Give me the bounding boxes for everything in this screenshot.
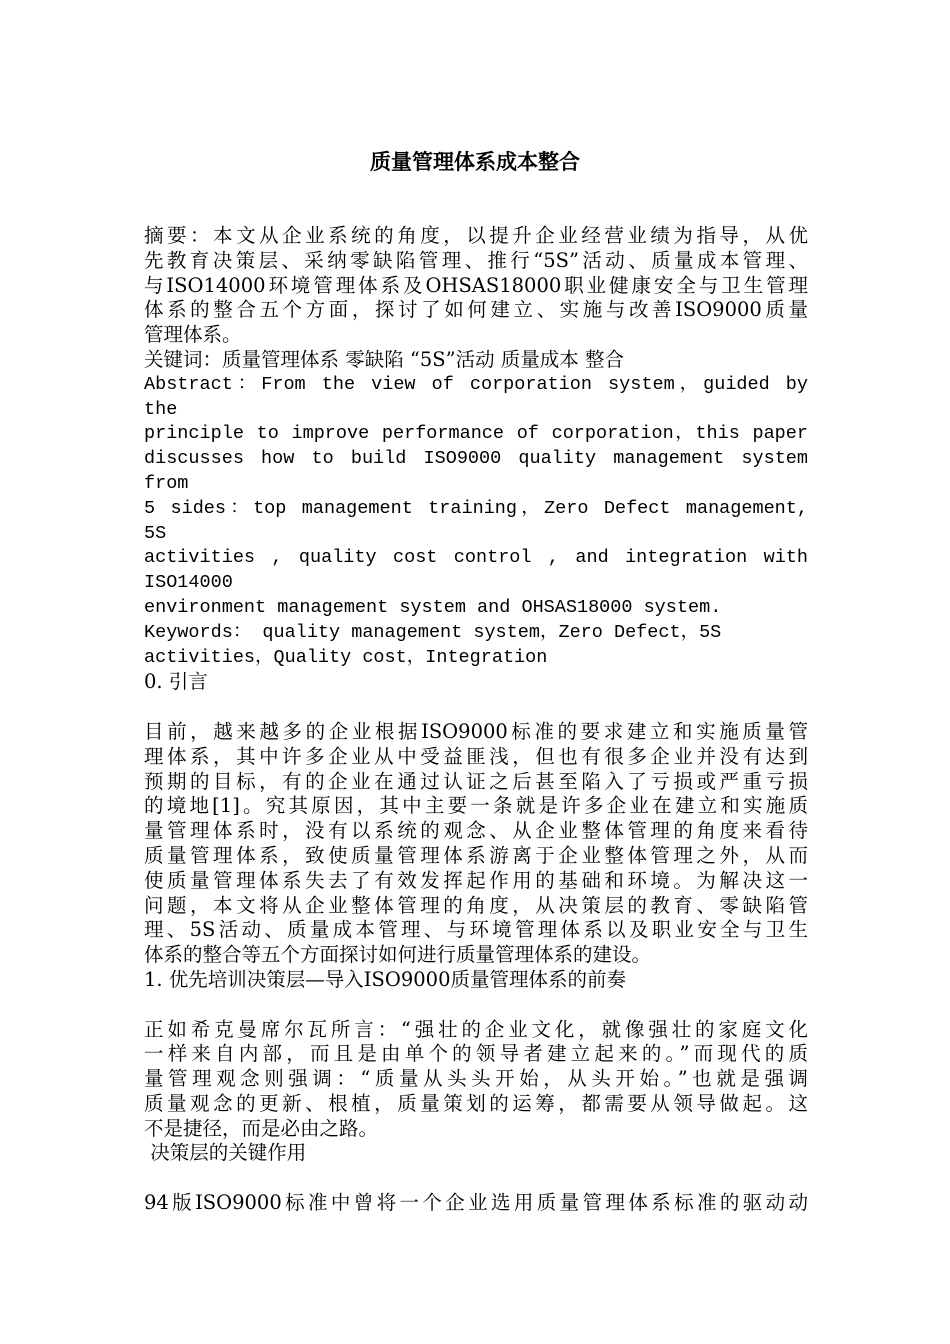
- body-line: 94版ISO9000标准中曾将一个企业选用质量管理体系标准的驱动动: [144, 1191, 808, 1215]
- abstract-en-line: ISO14000: [144, 572, 233, 594]
- section-1-heading: 1. 优先培训决策层—导入ISO9000质量管理体系的前奏: [144, 967, 626, 991]
- section-0-heading: 0. 引言: [144, 670, 208, 694]
- section-1-line: 量管理观念则强调：“质量从头头开始，从头开始。”也就是强调: [144, 1067, 808, 1091]
- section-0-line: 问题，本文将从企业整体管理的角度，从决策层的教育、零缺陷管: [144, 893, 808, 917]
- document-body: [144, 224, 808, 1216]
- section-0-line: 理体系，其中许多企业从中受益匪浅，但也有很多企业并没有达到: [144, 744, 808, 768]
- abstract-cn-line: 摘要：本文从企业系统的角度，以提升企业经营业绩为指导，从优: [144, 224, 808, 247]
- keywords-cn: 关键词：质量管理体系 零缺陷 “5S”活动 质量成本 整合: [144, 347, 624, 371]
- keywords-en-line: Keywords： quality management system，Zero Defect，5S: [144, 621, 722, 643]
- subheading: 决策层的关键作用: [144, 1141, 307, 1165]
- abstract-en-line: principle to improve performance of corporation，this paper: [144, 423, 808, 445]
- section-1-line: 不是捷径，而是必由之路。: [144, 1116, 379, 1140]
- section-0-line: 预期的目标，有的企业在通过认证之后甚至陷入了亏损或严重亏损: [144, 769, 808, 793]
- abstract-en-line: the: [144, 398, 178, 420]
- section-0-line: 量管理体系时，没有以系统的观念、从企业整体管理的角度来看待: [144, 819, 808, 843]
- section-0-line: 的境地[1]。究其原因，其中主要一条就是许多企业在建立和实施质: [144, 794, 808, 818]
- abstract-en-line: environment management system and OHSAS18000 system.: [144, 596, 722, 618]
- spacer: [144, 993, 808, 1018]
- section-0-line: 使质量管理体系失去了有效发挥起作用的基础和环境。为解决这一: [144, 868, 808, 892]
- abstract-en-line: from: [144, 472, 189, 494]
- abstract-en-line: 5 sides：top management training，Zero Defect management,: [144, 497, 808, 519]
- section-1-line: 质量观念的更新、根植，质量策划的运筹，都需要从领导做起。这: [144, 1091, 808, 1115]
- spacer: [144, 1166, 808, 1191]
- section-0-line: 目前，越来越多的企业根据ISO9000标准的要求建立和实施质量管: [144, 719, 808, 743]
- spacer: [144, 695, 808, 720]
- abstract-cn-line: 与ISO14000环境管理体系及OHSAS18000职业健康安全与卫生管理: [144, 273, 808, 297]
- abstract-cn-line: 先教育决策层、采纳零缺陷管理、推行“5S”活动、质量成本管理、: [144, 248, 808, 272]
- abstract-en-line: discusses how to build ISO9000 quality management system: [144, 448, 808, 470]
- section-0-line: 体系的整合等五个方面探讨如何进行质量管理体系的建设。: [144, 943, 652, 967]
- abstract-cn-line: 体系的整合五个方面，探讨了如何建立、实施与改善ISO9000质量: [144, 298, 808, 322]
- section-1-line: 正如希克曼席尔瓦所言：“强壮的企业文化，就像强壮的家庭文化: [144, 1017, 808, 1041]
- abstract-en-line: activities , quality cost control , and integration with: [144, 547, 808, 569]
- section-1-line: 一样来自内部，而且是由单个的领导者建立起来的。”而现代的质: [144, 1042, 808, 1066]
- keywords-en-line: activities，Quality cost，Integration: [144, 646, 548, 668]
- section-0-line: 理、5S活动、质量成本管理、与环境管理体系以及职业安全与卫生: [144, 918, 808, 942]
- abstract-en-line: 5S: [144, 522, 167, 544]
- abstract-cn-line: 管理体系。: [144, 323, 242, 347]
- document-title: 质量管理体系成本整合: [370, 150, 580, 174]
- section-0-line: 质量管理体系，致使质量管理体系游离于企业整体管理之外，从而: [144, 843, 808, 867]
- abstract-en-line: Abstract：From the view of corporation system，guided by: [144, 373, 808, 395]
